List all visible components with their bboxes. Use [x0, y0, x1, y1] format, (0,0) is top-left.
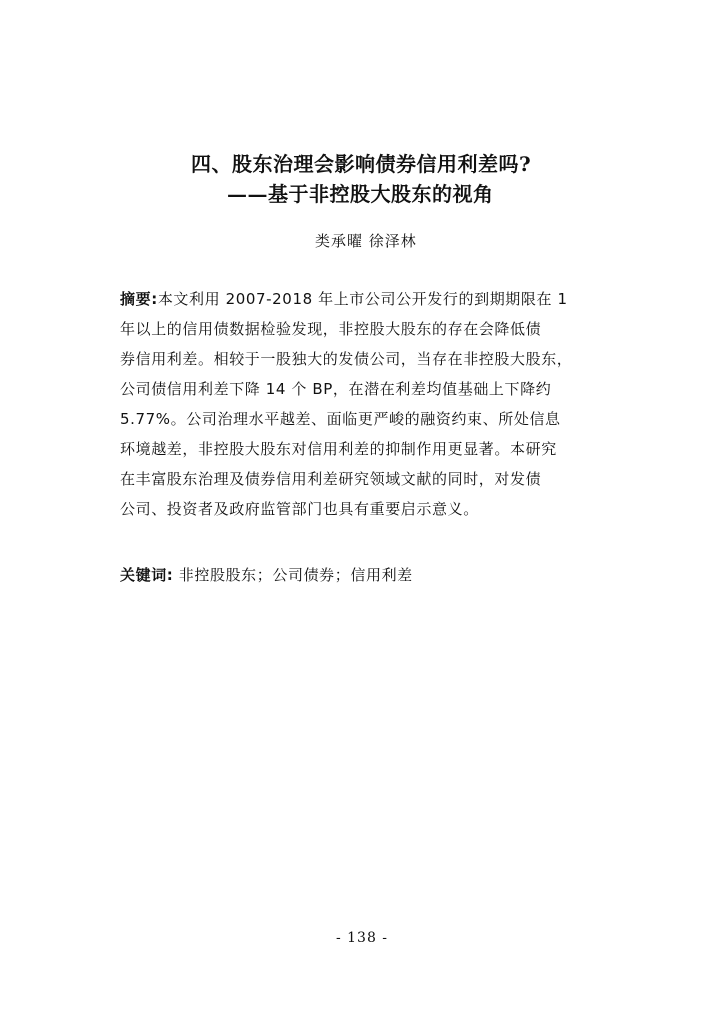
abstract-line: 公司债信用利差下降 14 个 BP，在潜在利差均值基础上下降约 [120, 380, 552, 398]
abstract-line: 公司、投资者及政府监管部门也具有重要启示意义。 [120, 500, 479, 518]
abstract-line: 年以上的信用债数据检验发现，非控股大股东的存在会降低债 [120, 320, 542, 338]
keywords-label: 关键词: [120, 566, 174, 584]
abstract-label: 摘要: [120, 290, 158, 308]
keywords-text: 非控股股东；公司债券；信用利差 [178, 566, 413, 584]
abstract-text: 本文利用 2007-2018 年上市公司公开发行的到期期限在 1 [157, 290, 568, 308]
paper-subtitle: ——基于非控股大股东的视角 [227, 182, 494, 206]
keywords [120, 560, 413, 590]
abstract-line [120, 284, 640, 314]
abstract [120, 284, 640, 524]
authors: 类承曜 徐泽林 [315, 232, 417, 250]
abstract-line: 在丰富股东治理及债券信用利差研究领域文献的同时，对发债 [120, 470, 542, 488]
page-number: - 138 - [335, 930, 389, 946]
abstract-line: 环境越差，非控股大股东对信用利差的抑制作用更显著。本研究 [120, 440, 557, 458]
abstract-line: 券信用利差。相较于一股独大的发债公司，当存在非控股大股东， [120, 350, 573, 368]
abstract-line: 5.77%。公司治理水平越差、面临更严峻的融资约束、所处信息 [120, 410, 561, 428]
paper-title: 四、股东治理会影响债券信用利差吗? [191, 152, 532, 176]
